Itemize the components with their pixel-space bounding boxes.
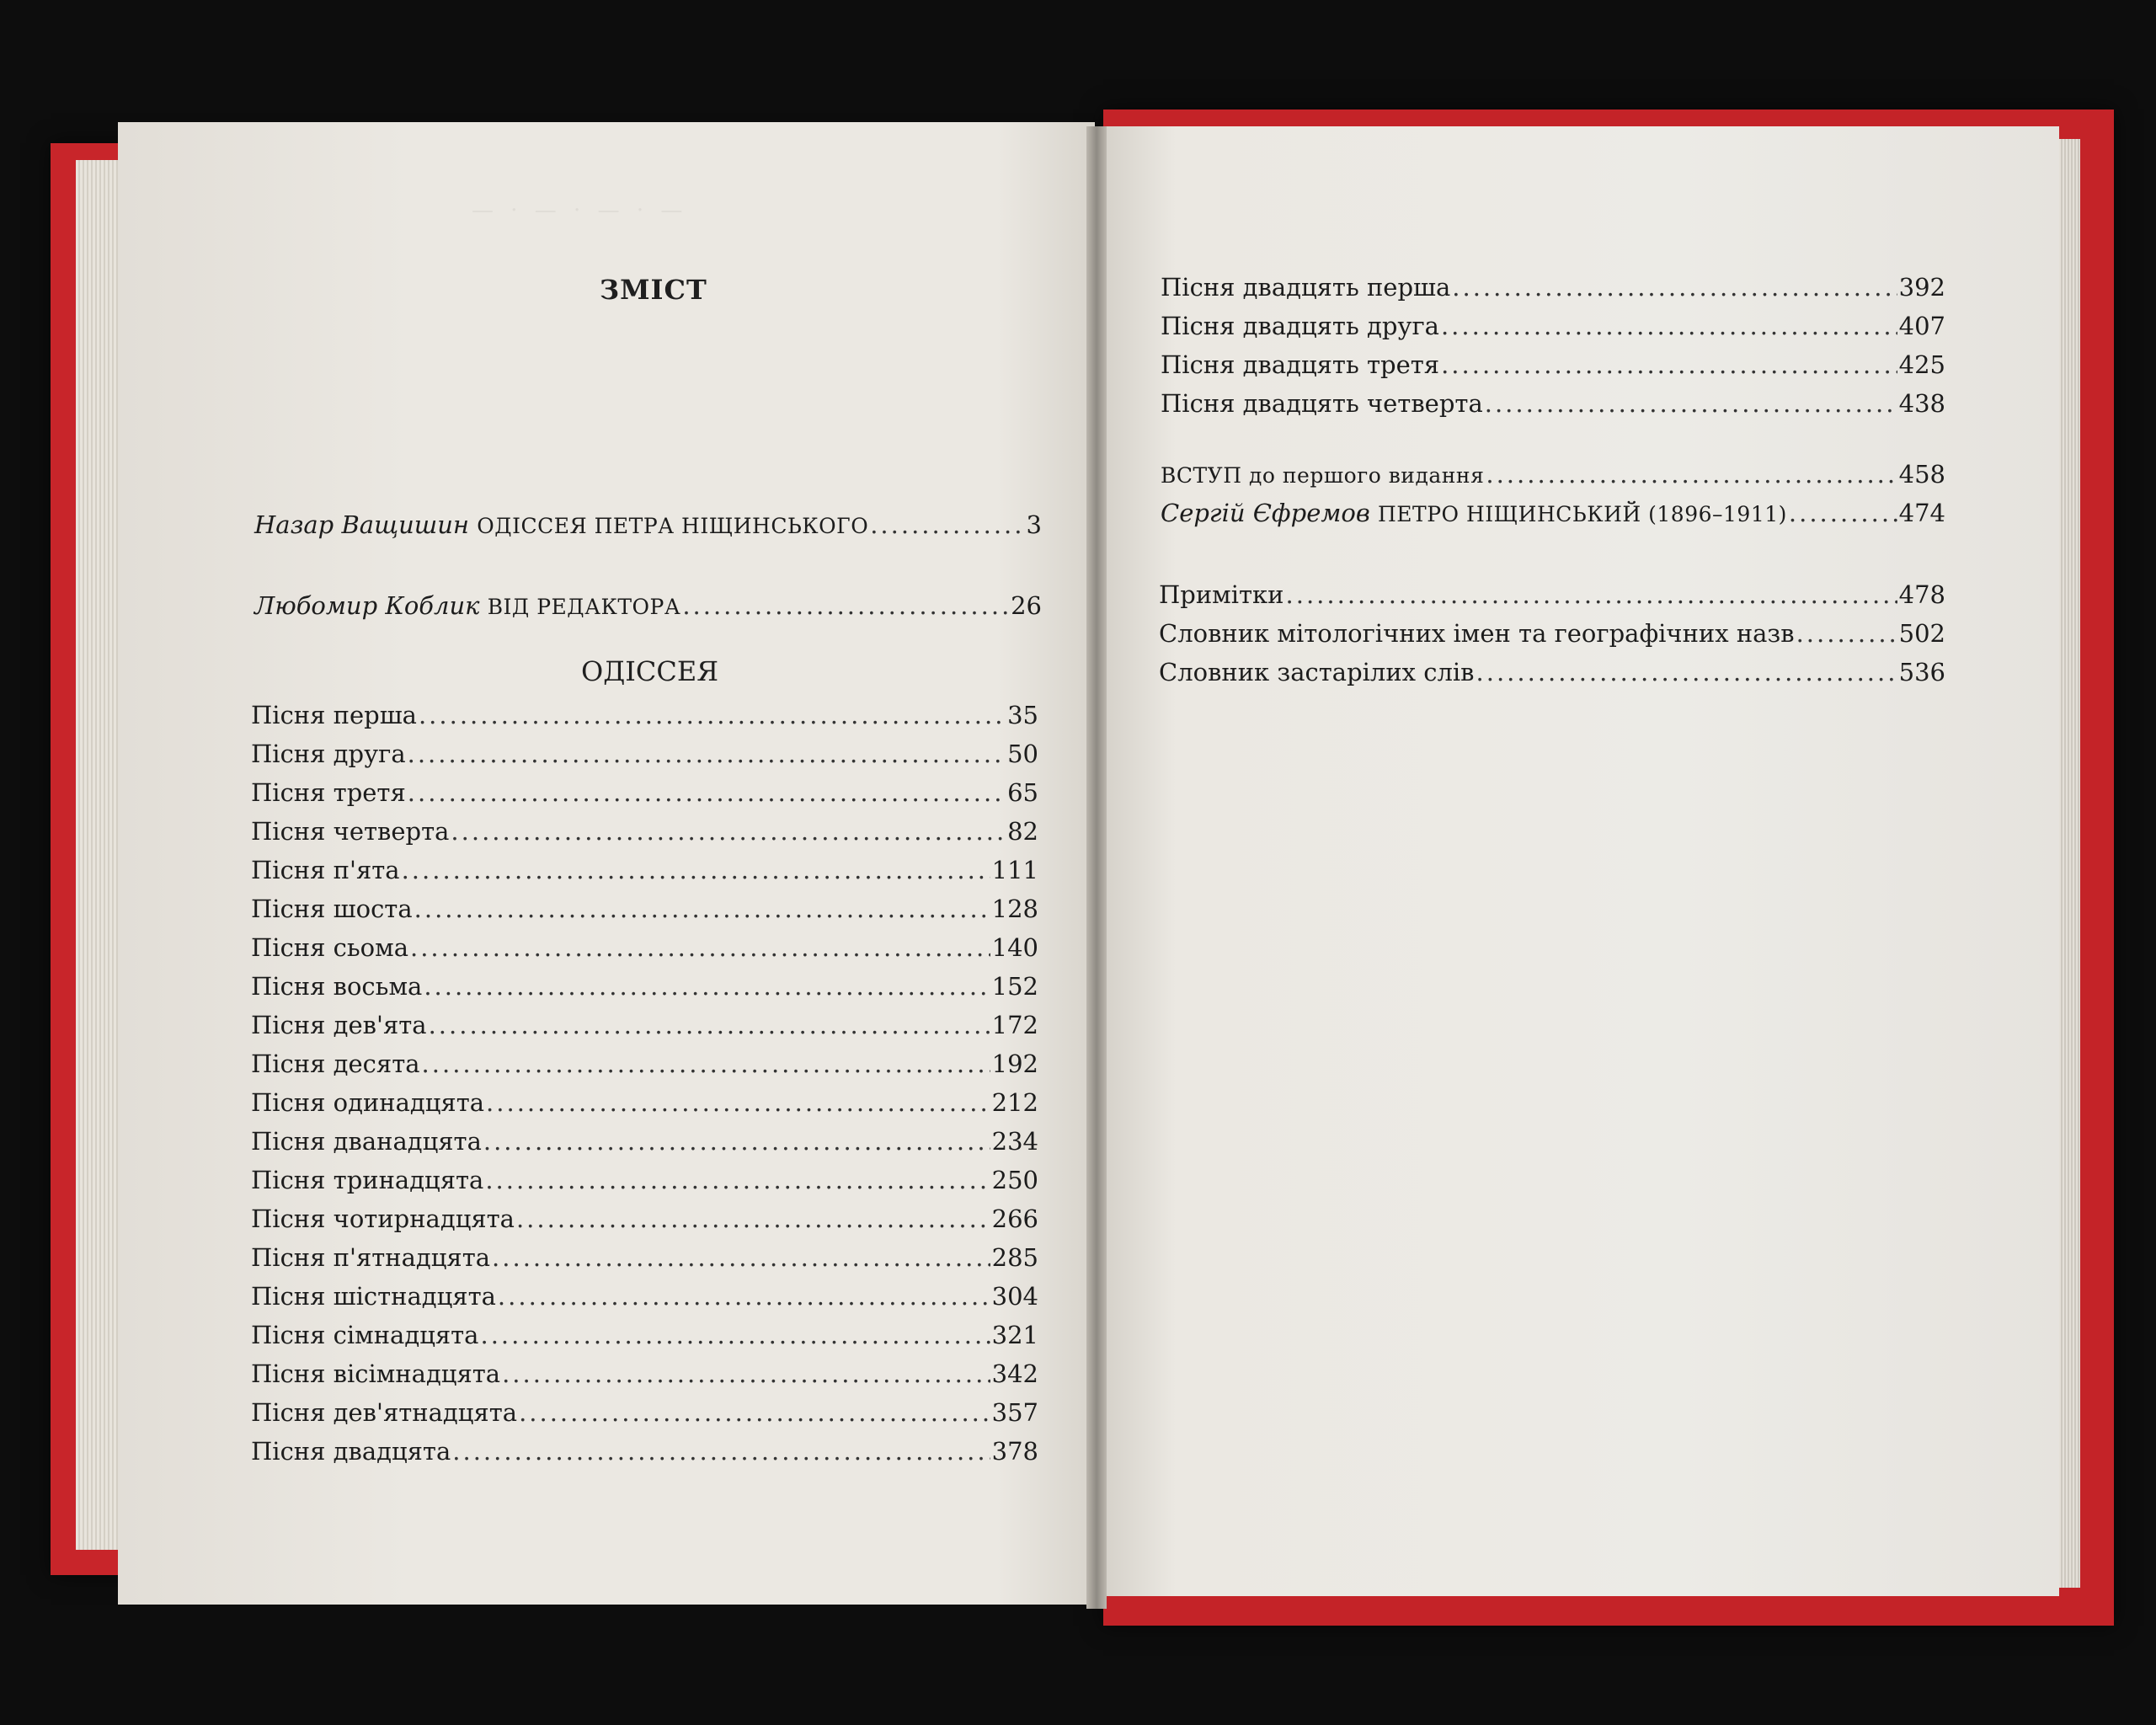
leader-dots: [483, 1122, 990, 1161]
entry-page-number: 65: [1007, 778, 1038, 807]
leader-dots: [480, 1316, 990, 1354]
toc-entry-label: Примітки: [1159, 580, 1284, 609]
toc-back-entry-1[interactable]: [1159, 575, 1945, 614]
toc-entry-label: Пісня четверта: [251, 817, 450, 846]
toc-back-matter-list: [1159, 575, 1945, 692]
toc-front-list: [254, 505, 1042, 625]
toc-appendix-list: [1161, 455, 1945, 532]
odyssey-section-title: ОДІССЕЯ: [581, 655, 719, 687]
entry-author: Любомир Коблик: [254, 591, 480, 620]
entry-page-number: 458: [1898, 460, 1945, 489]
leader-dots: [429, 1006, 990, 1044]
leader-dots: [1789, 494, 1897, 532]
toc-entry-appendix-2[interactable]: [1161, 494, 1945, 532]
entry-page-number: 82: [1007, 817, 1038, 846]
toc-entry-label: Пісня двадцять друга: [1161, 312, 1439, 340]
entry-page-number: 50: [1007, 740, 1038, 768]
entry-page-number: 357: [991, 1398, 1038, 1427]
toc-song-entry-9[interactable]: [251, 1006, 1038, 1044]
book-gutter: [1086, 126, 1107, 1609]
entry-page-number: 212: [991, 1088, 1038, 1117]
entry-page-number: 26: [1011, 591, 1042, 620]
toc-entry-label: Пісня перша: [251, 701, 417, 729]
entry-page-number: 304: [991, 1282, 1038, 1311]
entry-page-number: 407: [1898, 312, 1945, 340]
toc-entry-label: Пісня сьома: [251, 933, 408, 962]
toc-song-entry-20[interactable]: [251, 1432, 1038, 1471]
toc-entry-label: [1161, 455, 1484, 495]
toc-song-entry-right-3[interactable]: [1161, 345, 1945, 384]
entry-page-number: 478: [1898, 580, 1945, 609]
toc-entry-label: Пісня вісімнадцята: [251, 1359, 501, 1388]
leader-dots: [1441, 345, 1897, 384]
toc-entry-label: Пісня сімнадцята: [251, 1321, 479, 1349]
toc-song-entry-14[interactable]: [251, 1199, 1038, 1238]
leader-dots: [414, 889, 990, 928]
leader-dots: [1796, 614, 1897, 653]
toc-entry-label: Пісня восьма: [251, 972, 423, 1001]
toc-entry-label: Пісня дев'ятнадцята: [251, 1398, 518, 1427]
entry-page-number: 342: [991, 1359, 1038, 1388]
leader-dots: [410, 928, 990, 967]
entry-title: ОДІССЕЯ ПЕТРА НІЩИНСЬКОГО: [477, 514, 869, 538]
toc-song-entry-19[interactable]: [251, 1393, 1038, 1432]
leader-dots: [498, 1277, 990, 1316]
toc-entry-label: Пісня шістнадцята: [251, 1282, 496, 1311]
leader-dots: [870, 505, 1024, 544]
toc-song-entry-right-4[interactable]: [1161, 384, 1945, 423]
entry-page-number: 250: [991, 1166, 1038, 1194]
toc-entry-label: Пісня третя: [251, 778, 406, 807]
leader-dots: [402, 851, 990, 889]
toc-entry-label: Пісня двадцять третя: [1161, 350, 1440, 379]
leader-dots: [1486, 455, 1897, 494]
toc-song-entry-2[interactable]: [251, 734, 1038, 773]
entry-page-number: 425: [1898, 350, 1945, 379]
entry-title: ПЕТРО НІЩИНСЬКИЙ (1896–1911): [1377, 502, 1787, 526]
entry-page-number: 474: [1898, 499, 1945, 527]
entry-page-number: 321: [991, 1321, 1038, 1349]
entry-page-number: 266: [991, 1204, 1038, 1233]
toc-back-entry-2[interactable]: [1159, 614, 1945, 653]
entry-page-number: 128: [991, 895, 1038, 923]
toc-entry-label: Пісня друга: [251, 740, 406, 768]
leader-dots: [519, 1393, 990, 1432]
leader-dots: [1441, 307, 1897, 345]
toc-entry-label: Пісня двадцять перша: [1161, 273, 1451, 302]
entry-page-number: 285: [991, 1243, 1038, 1272]
toc-song-entry-11[interactable]: [251, 1083, 1038, 1122]
toc-song-entry-6[interactable]: [251, 889, 1038, 928]
leader-dots: [419, 696, 1006, 734]
toc-entry-label: [254, 586, 680, 627]
entry-author: Назар Ващишин: [254, 510, 470, 539]
leader-dots: [502, 1354, 990, 1393]
toc-song-entry-4[interactable]: [251, 812, 1038, 851]
toc-songs-list-left: [251, 696, 1038, 1471]
toc-entry-label: Пісня п'ятнадцята: [251, 1243, 491, 1272]
entry-page-number: 35: [1007, 701, 1038, 729]
toc-entry-label: [1161, 494, 1787, 534]
leader-dots: [486, 1083, 990, 1122]
entry-title: ВСТУП до першого видання: [1161, 463, 1485, 488]
toc-heading: ЗМІСТ: [600, 274, 707, 306]
leader-dots: [492, 1238, 990, 1277]
toc-entry-label: Словник застарілих слів: [1159, 658, 1475, 686]
toc-entry-label: Пісня чотирнадцята: [251, 1204, 515, 1233]
toc-entry-appendix-1[interactable]: [1161, 455, 1945, 494]
toc-song-entry-right-1[interactable]: [1161, 268, 1945, 307]
entry-page-number: 140: [991, 933, 1038, 962]
entry-page-number: 378: [991, 1437, 1038, 1466]
toc-entry-label: [254, 505, 868, 546]
leader-dots: [485, 1161, 990, 1199]
toc-song-entry-17[interactable]: [251, 1316, 1038, 1354]
toc-song-entry-right-2[interactable]: [1161, 307, 1945, 345]
page-stack-right: [2059, 139, 2080, 1588]
leader-dots: [1452, 268, 1897, 307]
leader-dots: [408, 734, 1006, 773]
toc-song-entry-8[interactable]: [251, 967, 1038, 1006]
entry-page-number: 536: [1898, 658, 1945, 686]
toc-song-entry-3[interactable]: [251, 773, 1038, 812]
toc-entry-front-1[interactable]: [254, 505, 1042, 544]
toc-songs-list-right: [1161, 268, 1945, 423]
toc-entry-label: Пісня одинадцята: [251, 1088, 485, 1117]
toc-song-entry-13[interactable]: [251, 1161, 1038, 1199]
leader-dots: [424, 967, 990, 1006]
entry-page-number: 234: [991, 1127, 1038, 1156]
leader-dots: [452, 1432, 990, 1471]
toc-entry-label: Пісня десята: [251, 1049, 420, 1078]
entry-page-number: 172: [991, 1011, 1038, 1039]
leader-dots: [451, 812, 1006, 851]
entry-page-number: 111: [991, 856, 1038, 884]
toc-song-entry-1[interactable]: [251, 696, 1038, 734]
entry-page-number: 152: [991, 972, 1038, 1001]
entry-page-number: 3: [1026, 510, 1042, 539]
leader-dots: [682, 586, 1009, 625]
toc-song-entry-10[interactable]: [251, 1044, 1038, 1083]
toc-entry-label: Пісня тринадцята: [251, 1166, 484, 1194]
leader-dots: [422, 1044, 990, 1083]
toc-entry-front-2[interactable]: [254, 586, 1042, 625]
entry-page-number: 192: [991, 1049, 1038, 1078]
leader-dots: [516, 1199, 990, 1238]
bleed-through-text: — · — · — · —: [472, 198, 688, 223]
toc-song-entry-18[interactable]: [251, 1354, 1038, 1393]
leader-dots: [1476, 653, 1897, 692]
toc-entry-label: Пісня дев'ята: [251, 1011, 427, 1039]
entry-author: Сергій Єфремов: [1161, 499, 1370, 527]
entry-page-number: 438: [1898, 389, 1945, 418]
leader-dots: [1286, 575, 1897, 614]
toc-entry-label: Пісня двадцять четверта: [1161, 389, 1483, 418]
toc-entry-label: Словник мітологічних імен та географічних назв: [1159, 619, 1795, 648]
entry-title: ВІД РЕДАКТОРА: [487, 595, 681, 619]
leader-dots: [1485, 384, 1897, 423]
entry-page-number: 502: [1898, 619, 1945, 648]
leader-dots: [408, 773, 1006, 812]
entry-page-number: 392: [1898, 273, 1945, 302]
toc-entry-label: Пісня дванадцята: [251, 1127, 482, 1156]
toc-song-entry-12[interactable]: [251, 1122, 1038, 1161]
toc-back-entry-3[interactable]: [1159, 653, 1945, 692]
toc-entry-label: Пісня шоста: [251, 895, 413, 923]
toc-song-entry-5[interactable]: [251, 851, 1038, 889]
toc-song-entry-16[interactable]: [251, 1277, 1038, 1316]
toc-entry-label: Пісня двадцята: [251, 1437, 451, 1466]
toc-entry-label: Пісня п'ята: [251, 856, 400, 884]
toc-song-entry-15[interactable]: [251, 1238, 1038, 1277]
toc-song-entry-7[interactable]: [251, 928, 1038, 967]
